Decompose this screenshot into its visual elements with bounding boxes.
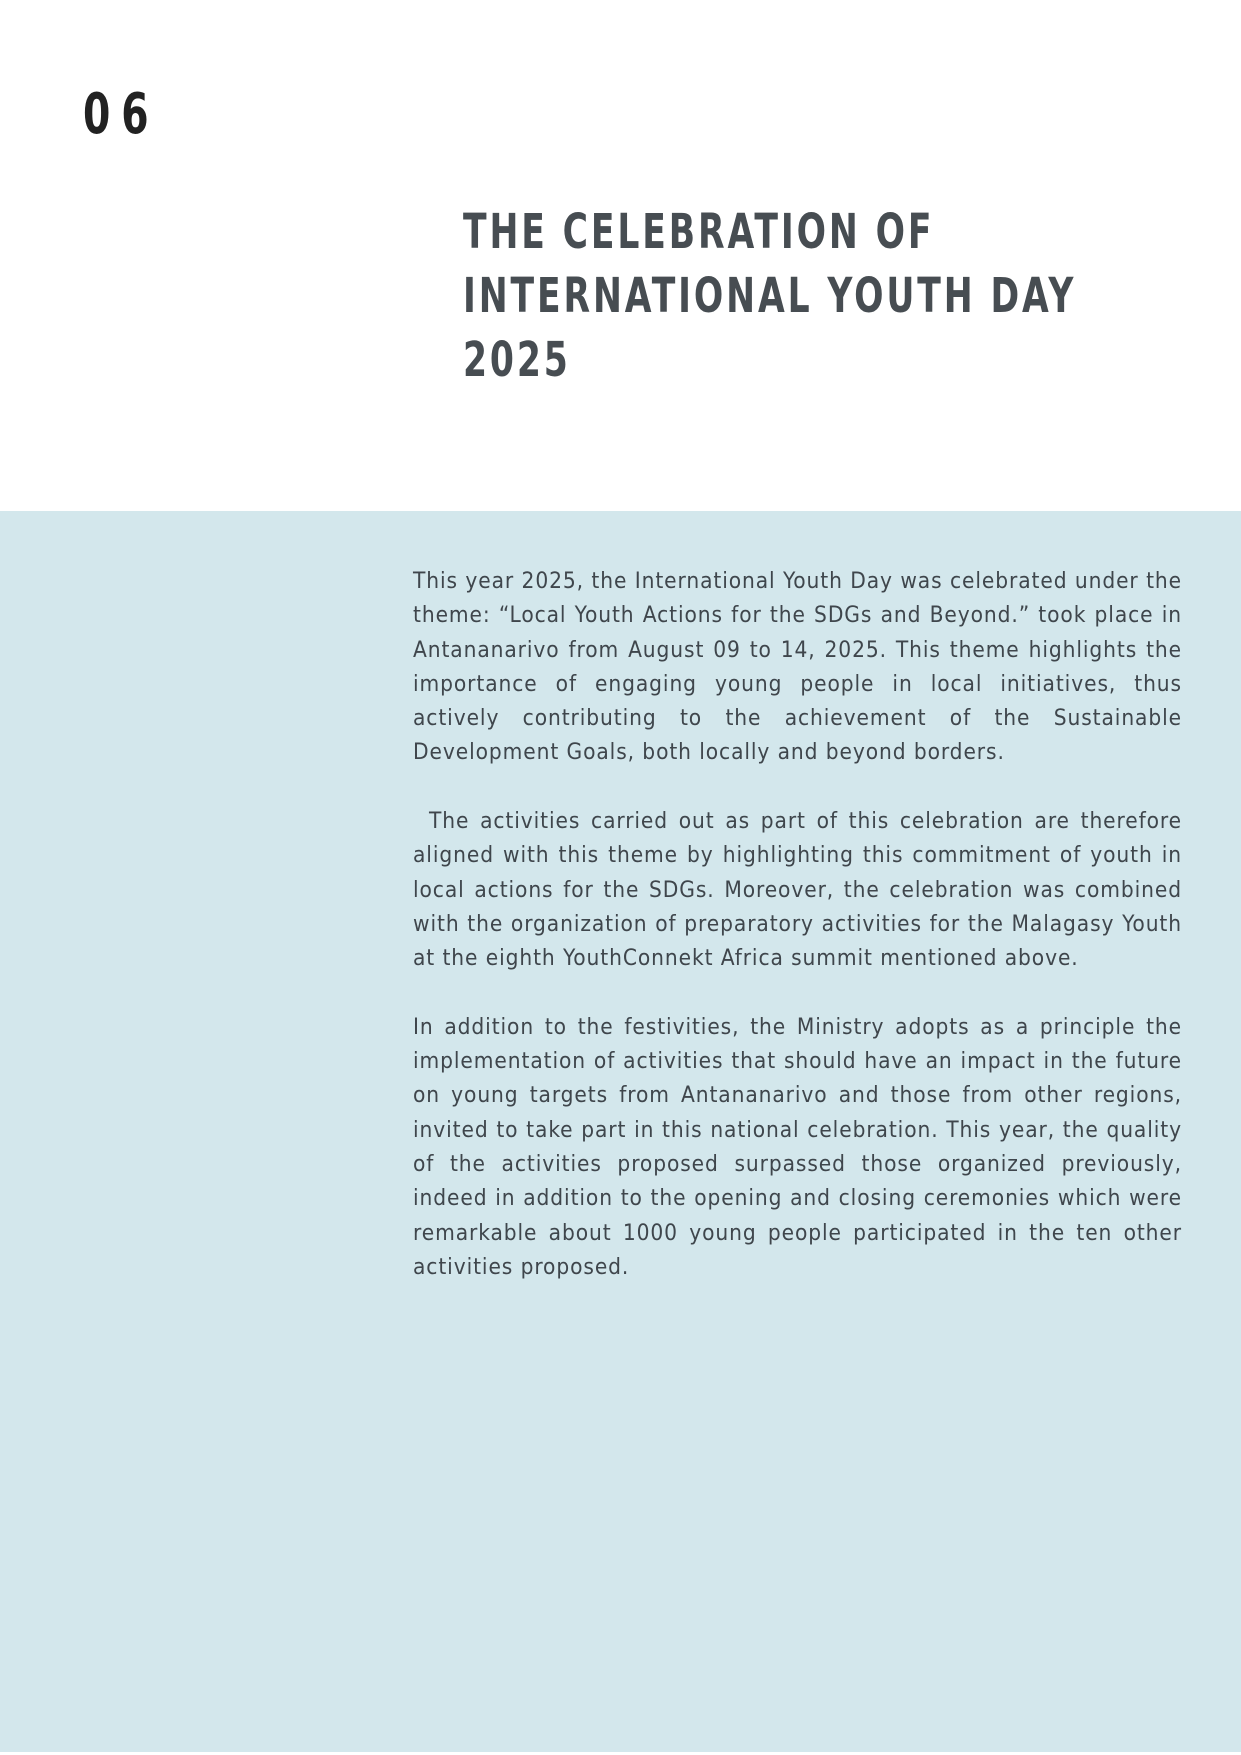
paragraph-2: The activities carried out as part of this celebration are therefore aligned with this theme by highlighting this commitment of youth in local actions for the SDGs. Moreover, the celebration was combined with the organization of preparatory activities for the Malagasy Youth at the eighth YouthConnekt Africa summit mentioned above. bbox=[413, 808, 1182, 972]
title-line-1: THE CELEBRATION OF bbox=[463, 204, 935, 260]
page-number: 06 bbox=[83, 82, 160, 147]
paragraph-1: This year 2025, the International Youth Day was celebrated under the theme: “Local Youth Actions for the SDGs and Beyond.” took place in Antananarivo from August 09 to 14, 2025. This theme highlights the importance of engaging young people in local initiatives, thus actively contributing to the achievement of the Sustainable Development Goals, both locally and beyond borders. bbox=[413, 568, 1182, 766]
page-title bbox=[463, 200, 1076, 392]
paragraph-3: In addition to the festivities, the Ministry adopts as a principle the implementation of activities that should have an impact in the future on young targets from Antananarivo and those from other regions, invited to take part in this national celebration. This year, the quality of the activities proposed surpassed those organized previously, indeed in addition to the opening and closing ceremonies which were remarkable about 1000 young people participated in the ten other activities proposed. bbox=[413, 1013, 1182, 1280]
body-text bbox=[413, 564, 1182, 1319]
title-line-3: 2025 bbox=[463, 332, 571, 388]
title-line-2: INTERNATIONAL YOUTH DAY bbox=[463, 268, 1077, 324]
